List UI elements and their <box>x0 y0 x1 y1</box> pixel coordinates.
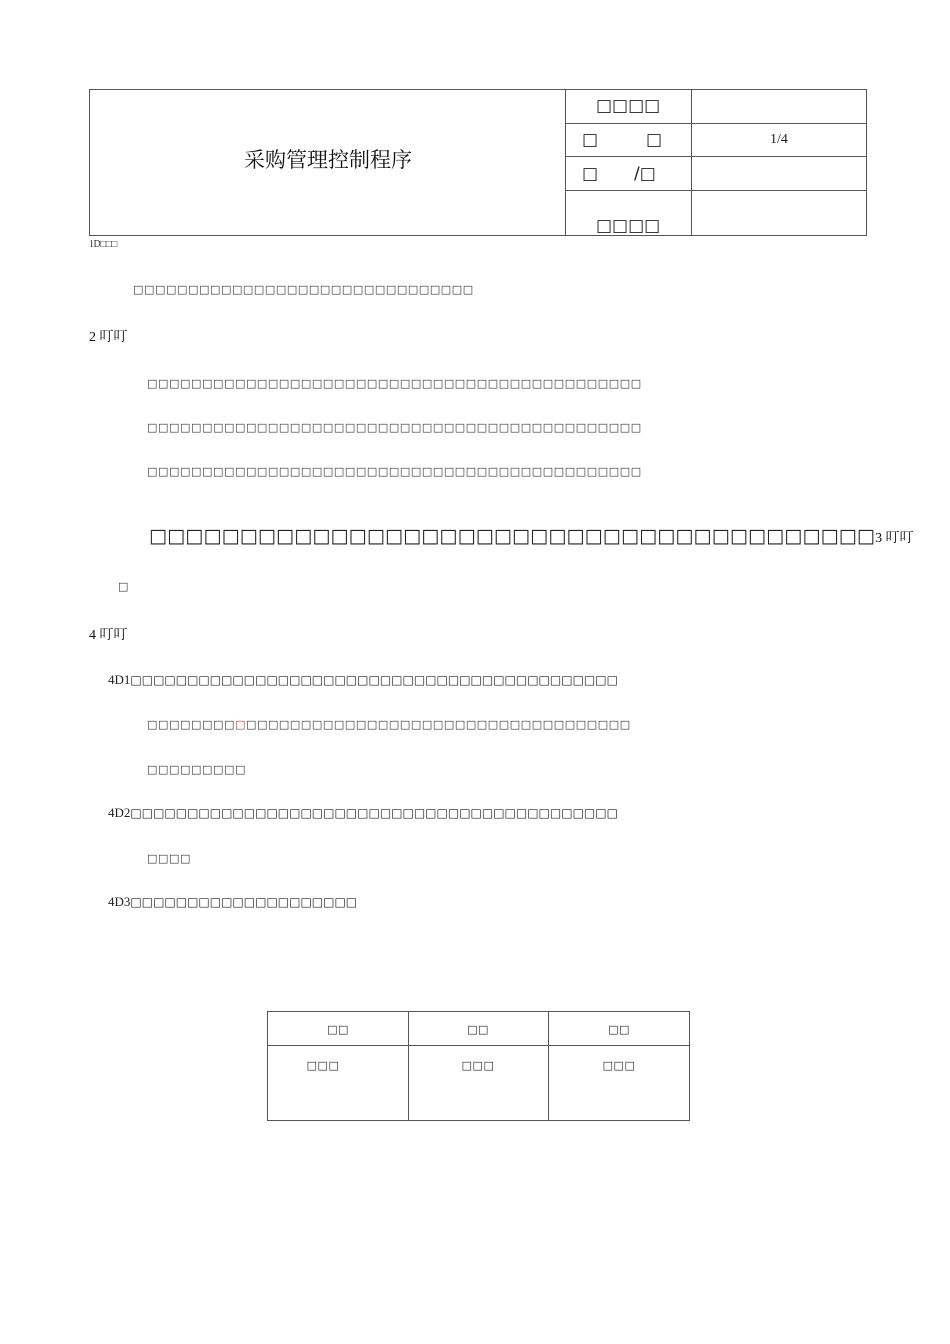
header-label: □ □ <box>566 124 692 156</box>
item-4-1-sub-1: □□□□□□□□□□□□□□□□□□□□□□□□□□□□□□□□□□□□□□□□□□□□ <box>147 718 631 731</box>
header-label: □□□□ <box>566 90 692 123</box>
signoff-cell-3: □□□ <box>602 1059 636 1072</box>
signoff-header-3: □□ <box>608 1023 630 1036</box>
signoff-header-2: □□ <box>467 1023 489 1036</box>
header-row-3 <box>566 157 866 191</box>
item-4-1-sub-2: □□□□□□□□□ <box>147 763 246 776</box>
signoff-table <box>267 1011 690 1121</box>
item-4-3-text: □□□□□□□□□□□□□□□□□□□□ <box>130 895 358 909</box>
section-2-line-2: □□□□□□□□□□□□□□□□□□□□□□□□□□□□□□□□□□□□□□□□□□□□□ <box>147 421 642 434</box>
header-value <box>692 191 866 235</box>
header-row-4 <box>566 191 866 235</box>
section-3-line <box>149 525 914 547</box>
item-4-2-label: 4D2 <box>108 805 131 820</box>
highlighted-char: □ <box>234 718 246 731</box>
section-2-line-3: □□□□□□□□□□□□□□□□□□□□□□□□□□□□□□□□□□□□□□□□□□□□□ <box>147 465 642 478</box>
page-number: 1/4 <box>770 132 788 147</box>
header-value <box>692 90 866 123</box>
section-3-big-text: □□□□□□□□□□□□□□□□□□□□□□□□□□□□□□□□□□□□□□□□ <box>149 525 876 547</box>
header-value <box>692 157 866 190</box>
section-2-line-1: □□□□□□□□□□□□□□□□□□□□□□□□□□□□□□□□□□□□□□□□□□□□□ <box>147 377 642 390</box>
signoff-cell-2: □□□ <box>461 1059 495 1072</box>
section-2-heading: 2 叮叮 <box>89 330 128 345</box>
item-4-3 <box>108 894 357 910</box>
header-label: □□□□ <box>566 191 692 235</box>
section-4-heading: 4 叮叮 <box>89 628 128 643</box>
header-label: □ /□ <box>566 157 692 190</box>
signoff-header-1: □□ <box>327 1023 349 1036</box>
item-4-2-sub: □□□□ <box>147 852 191 865</box>
section-3-text: □ <box>118 580 129 593</box>
item-4-2-text: □□□□□□□□□□□□□□□□□□□□□□□□□□□□□□□□□□□□□□□□□□□ <box>130 806 618 820</box>
section-1-text: □□□□□□□□□□□□□□□□□□□□□□□□□□□□□□□ <box>133 283 474 296</box>
item-4-2 <box>108 805 618 821</box>
header-row-2 <box>566 124 866 157</box>
signoff-cell-1: □□□ <box>306 1059 340 1072</box>
section-1-heading: 1D□□□ <box>89 239 117 250</box>
title-cell <box>90 90 566 235</box>
item-4-3-label: 4D3 <box>108 894 131 909</box>
document-title: 采购管理控制程序 <box>244 148 412 172</box>
item-4-1 <box>108 672 618 688</box>
section-3-heading: 3 叮叮 <box>875 531 914 546</box>
item-4-1-label: 4D1 <box>108 672 131 687</box>
header-row-1 <box>566 90 866 124</box>
item-4-1-text: □□□□□□□□□□□□□□□□□□□□□□□□□□□□□□□□□□□□□□□□□□□ <box>130 673 618 687</box>
document-header-table <box>89 89 867 236</box>
